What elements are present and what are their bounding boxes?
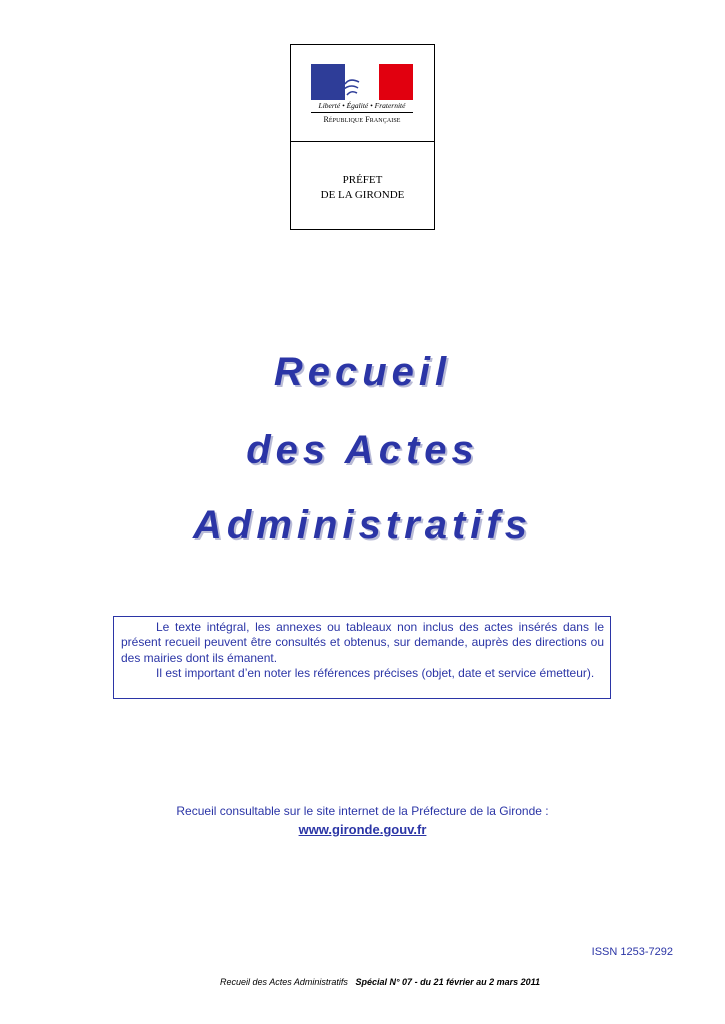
marianne-logo	[309, 64, 413, 126]
page-footer	[0, 977, 725, 987]
notice-paragraph-2: Il est important d’en noter les références précises (objet, date et service émetteur).	[156, 665, 595, 680]
logo-divider	[311, 112, 413, 113]
republique-francaise-text: République Française	[323, 115, 401, 124]
website-description: Recueil consultable sur le site internet de la Préfecture de la Gironde :	[176, 804, 549, 818]
prefet-label	[291, 173, 434, 203]
prefet-line-2: DE LA GIRONDE	[320, 189, 405, 201]
title-line-1: Recueil	[273, 350, 452, 394]
website-link[interactable]: www.gironde.gouv.fr	[298, 822, 427, 837]
prefet-line-1: PRÉFET	[342, 174, 383, 186]
footer-issue: Spécial N° 07 - du 21 février au 2 mars 2011	[355, 977, 540, 987]
issn-number: ISSN 1253-7292	[591, 946, 673, 958]
title-line-3: Administratifs	[193, 503, 532, 547]
marianne-profile-icon	[341, 64, 381, 100]
motto-text: Liberté • Égalité • Fraternité	[318, 101, 406, 110]
prefecture-header-box	[290, 44, 435, 230]
french-flag-icon	[311, 64, 413, 100]
title-line-2: des Actes	[246, 428, 479, 472]
header-divider	[291, 141, 434, 142]
notice-box	[113, 616, 611, 699]
footer-title: Recueil des Actes Administratifs	[220, 977, 348, 987]
notice-paragraph-1: Le texte intégral, les annexes ou tableaux non inclus des actes insérés dans le présent recueil peuvent être consultés et obtenus, sur demande, auprès des directions ou des mairies dont ils émanent.	[121, 620, 604, 665]
